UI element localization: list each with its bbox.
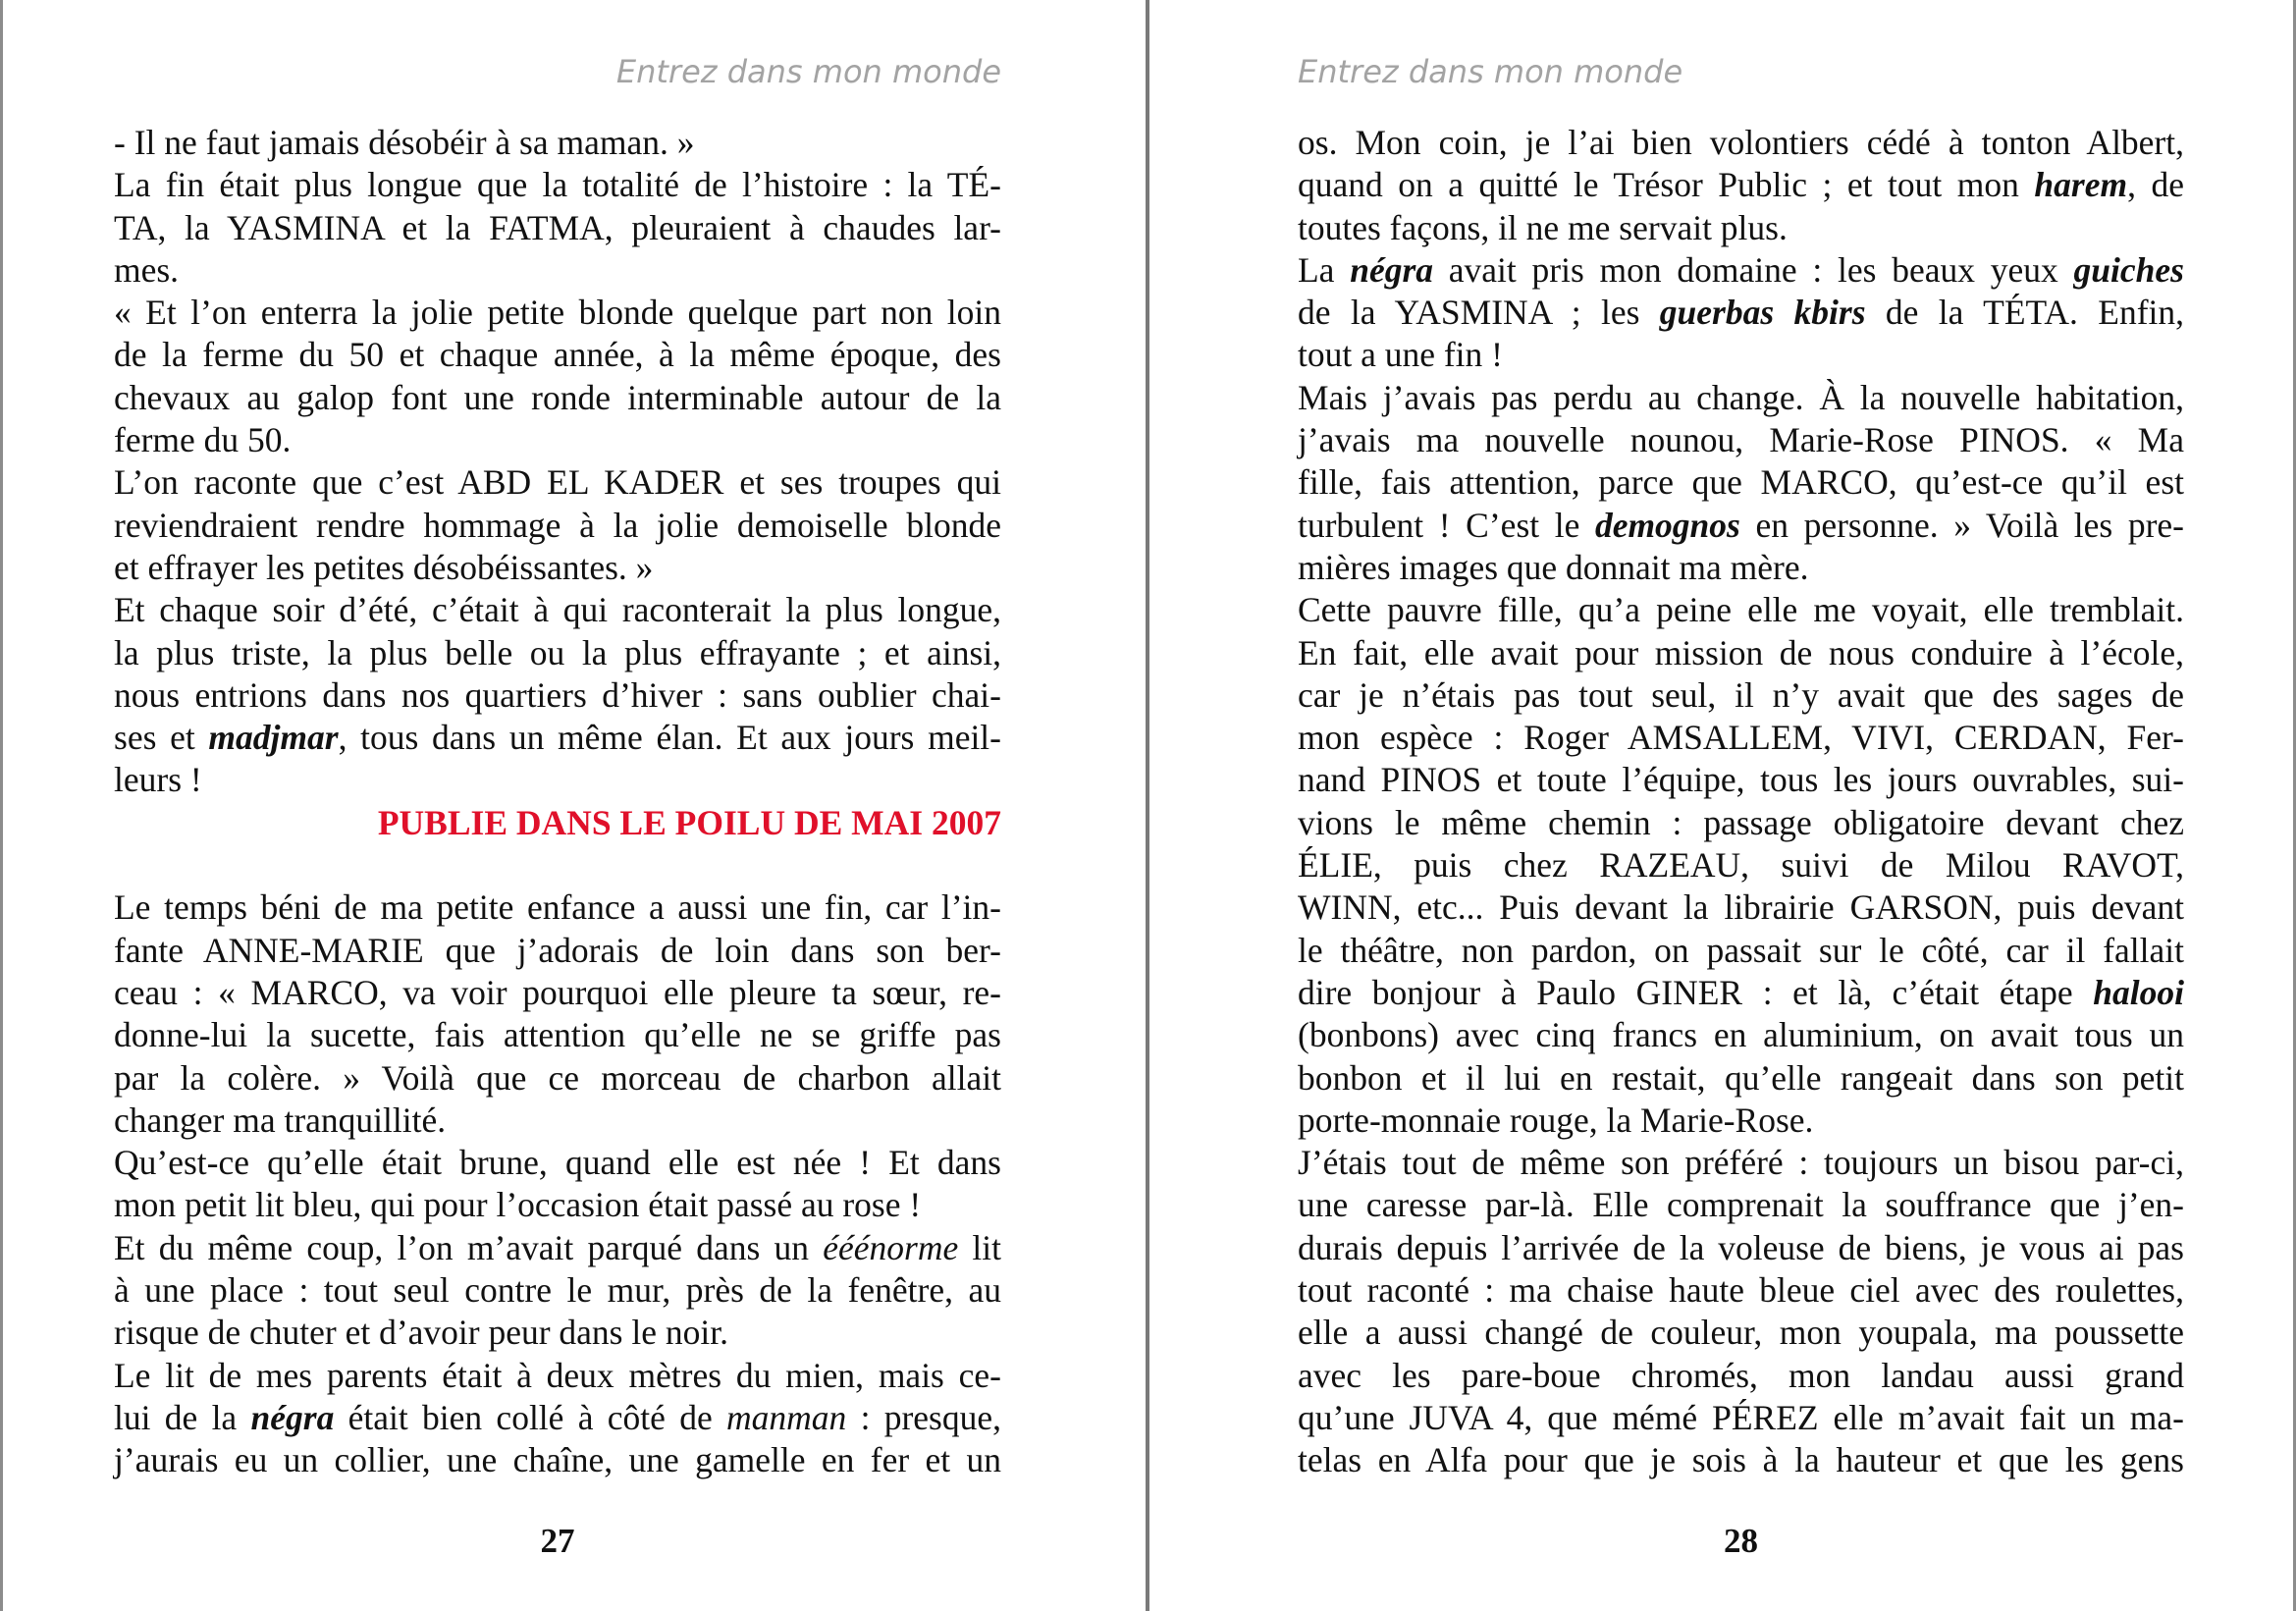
text-line: car je n’étais pas tout seul, il n’y avait que des sages de (1298, 674, 2184, 715)
text-line: ÉLIE, puis chez RAZEAU, suivi de Milou RAVOT, (1298, 845, 2184, 886)
text-line: avec les pare-boue chromés, mon landau aussi grand (1298, 1355, 2184, 1395)
text-line: mon espèce : Roger AMSALLEM, VIVI, CERDAN, Fer- (1298, 718, 2184, 758)
text-line: La négra avait pris mon domaine : les beaux yeux guiches (1298, 249, 2184, 290)
book-spine (1146, 0, 1149, 1611)
text-line: J’étais tout de même son préféré : toujours un bisou par-ci, (1298, 1143, 2184, 1183)
text-line: fille, fais attention, parce que MARCO, qu’est-ce qu’il est (1298, 462, 2184, 503)
text-line: ceau : « MARCO, va voir pourquoi elle pleure ta sœur, re- (114, 972, 1001, 1012)
text-line: le théâtre, non pardon, on passait sur le côté, car il fallait (1298, 930, 2184, 970)
text-line: une caresse par-là. Elle comprenait la souffrance que j’en- (1298, 1185, 2184, 1225)
text-line: Mais j’avais pas perdu au change. À la nouvelle habitation, (1298, 377, 2184, 417)
running-header: Entrez dans mon monde (1298, 53, 1683, 90)
text-line: fante ANNE-MARIE que j’adorais de loin dans son ber- (114, 930, 1001, 970)
text-line: Le lit de mes parents était à deux mètres du mien, mais ce- (114, 1355, 1001, 1395)
page-left (114, 0, 1001, 1611)
text-line: lui de la négra était bien collé à côté de manman : presque, (114, 1397, 1002, 1437)
text-line: ses et madjmar, tous dans un même élan. Et aux jours meil- (114, 718, 1001, 758)
publication-note: PUBLIE DANS LE POILU DE MAI 2007 (377, 802, 1001, 842)
text-line: Et du même coup, l’on m’avait parqué dans un ééénorme lit (114, 1227, 1002, 1267)
text-line: j’avais ma nouvelle nounou, Marie-Rose PINOS. « Ma (1298, 420, 2184, 460)
text-line: nous entrions dans nos quartiers d’hiver : sans oublier chai- (114, 674, 1001, 715)
text-line: par la colère. » Voilà que ce morceau de charbon allait (114, 1057, 1001, 1098)
text-line: turbulent ! C’est le demognos en personne. » Voilà les pre- (1298, 505, 2184, 545)
text-line: mières images que donnait ma mère. (1298, 547, 1809, 587)
text-line: changer ma tranquillité. (114, 1100, 447, 1140)
text-line: toutes façons, il ne me servait plus. (1298, 207, 1788, 247)
text-line: mon petit lit bleu, qui pour l’occasion était passé au rose ! (114, 1185, 922, 1225)
text-line: TA, la YASMINA et la FATMA, pleuraient à chaudes lar- (114, 207, 1001, 247)
text-line: Cette pauvre fille, qu’a peine elle me voyait, elle tremblait. (1298, 590, 2184, 630)
page-number: 27 (540, 1522, 575, 1560)
text-line: de la YASMINA ; les guerbas kbirs de la TÉTA. Enfin, (1298, 293, 2185, 333)
text-line: Qu’est-ce qu’elle était brune, quand elle est née ! Et dans (114, 1143, 1001, 1183)
book-edge-left (0, 0, 3, 1611)
text-line: L’on raconte que c’est ABD EL KADER et ses troupes qui (114, 462, 1001, 503)
page-body (1298, 122, 2184, 1482)
running-header: Entrez dans mon monde (615, 53, 1001, 90)
text-line: vions le même chemin : passage obligatoire devant chez (1298, 802, 2184, 842)
text-line: elle a aussi changé de couleur, mon youpala, ma poussette (1298, 1313, 2184, 1353)
text-line: nand PINOS et toute l’équipe, tous les jours ouvrables, sui- (1298, 760, 2184, 800)
text-line: à une place : tout seul contre le mur, près de la fenêtre, au (114, 1270, 1001, 1311)
page-number: 28 (1724, 1522, 1758, 1560)
text-line: leurs ! (114, 760, 202, 800)
text-line: (bonbons) avec cinq francs en aluminium, on avait tous un (1298, 1015, 2184, 1055)
text-line: donne-lui la sucette, fais attention qu’elle ne se griffe pas (114, 1015, 1001, 1055)
text-line: reviendraient rendre hommage à la jolie demoiselle blonde (114, 505, 1001, 545)
text-line: « Et l’on enterra la jolie petite blonde quelque part non loin (114, 293, 1001, 333)
page-right (1298, 0, 2184, 1611)
page-body (114, 122, 1001, 1482)
blank-line (114, 844, 1001, 886)
text-line: Et chaque soir d’été, c’était à qui raconterait la plus longue, (114, 590, 1001, 630)
text-line: la plus triste, la plus belle ou la plus effrayante ; et ainsi, (114, 632, 1001, 672)
text-line: WINN, etc... Puis devant la librairie GARSON, puis devant (1298, 887, 2184, 928)
text-line: j’aurais eu un collier, une chaîne, une gamelle en fer et un (114, 1440, 1001, 1480)
text-line: - Il ne faut jamais désobéir à sa maman. » (114, 123, 695, 162)
text-line: Le temps béni de ma petite enfance a aussi une fin, car l’in- (114, 887, 1001, 928)
text-line: risque de chuter et d’avoir peur dans le noir. (114, 1313, 728, 1353)
text-line: porte-monnaie rouge, la Marie-Rose. (1298, 1100, 1814, 1140)
text-line: ferme du 50. (114, 420, 292, 460)
text-line: La fin était plus longue que la totalité de l’histoire : la TÉ- (114, 165, 1001, 205)
text-line: et effrayer les petites désobéissantes. » (114, 547, 654, 587)
text-line: durais depuis l’arrivée de la voleuse de biens, je vous ai pas (1298, 1227, 2184, 1267)
text-line: bonbon et il lui en restait, qu’elle rangeait dans son petit (1298, 1057, 2184, 1098)
text-line: En fait, elle avait pour mission de nous conduire à l’école, (1298, 632, 2184, 672)
text-line: de la ferme du 50 et chaque année, à la même époque, des (114, 335, 1001, 375)
text-line: telas en Alfa pour que je sois à la hauteur et que les gens (1298, 1440, 2184, 1480)
text-line: os. Mon coin, je l’ai bien volontiers cédé à tonton Albert, (1298, 123, 2184, 162)
text-line: tout raconté : ma chaise haute bleue ciel avec des roulettes, (1298, 1270, 2184, 1311)
text-line: quand on a quitté le Trésor Public ; et tout mon harem, de (1298, 165, 2184, 205)
text-line: mes. (114, 249, 180, 290)
text-line: chevaux au galop font une ronde interminable autour de la (114, 377, 1001, 417)
text-line: tout a une fin ! (1298, 335, 1503, 375)
text-line: dire bonjour à Paulo GINER : et là, c’était étape halooi (1298, 972, 2184, 1012)
text-line: qu’une JUVA 4, que mémé PÉREZ elle m’avait fait un ma- (1298, 1397, 2184, 1437)
